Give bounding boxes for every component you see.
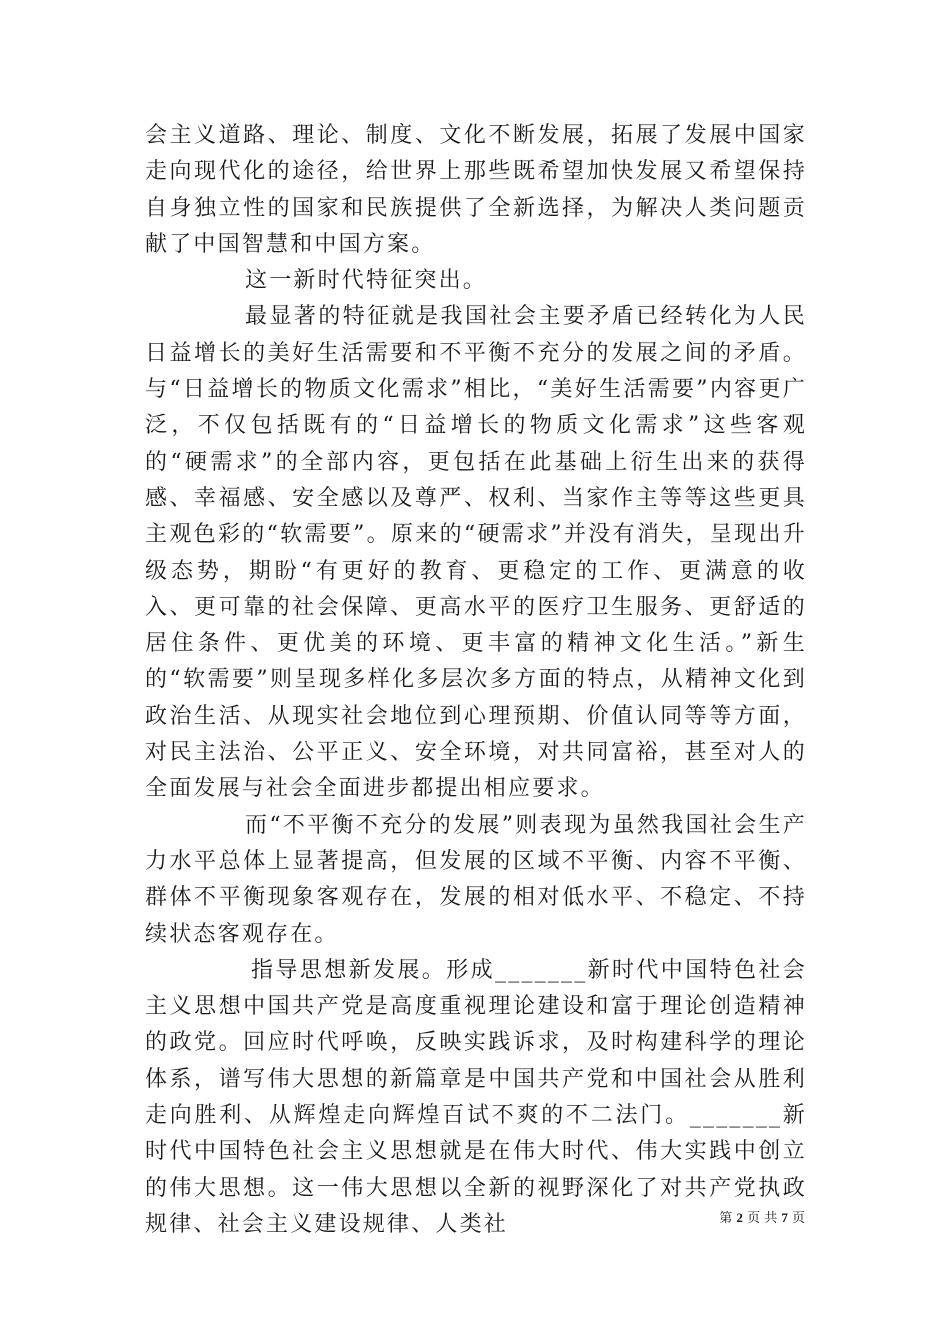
paragraph-4: 而“不平衡不充分的发展”则表现为虽然我国社会生产力水平总体上显著提高，但发展的区域不平衡、内容不平衡、群体不平衡现象客观存在，发展的相对低水平、不稳定、不持续状态客观存在。	[145, 812, 807, 947]
current-page-number: 2	[736, 1210, 743, 1225]
footer-middle: 页 共	[747, 1211, 778, 1226]
footer-prefix: 第	[719, 1211, 733, 1226]
paragraph-3: 最显著的特征就是我国社会主要矛盾已经转化为人民日益增长的美好生活需要和不平衡不充分的发展之间的矛盾。与“日益增长的物质文化需求”相比，“美好生活需要”内容更广泛，不仅包括既有的“日益增长的物质文化需求”这些客观的“硬需求”的全部内容，更包括在此基础上衍生出来的获得感、幸福感、安全感以及尊严、权利、当家作主等等这些更具主观色彩的“软需要”。原来的“硬需求”并没有消失，呈现出升级态势，期盼“有更好的教育、更稳定的工作、更满意的收入、更可靠的社会保障、更高水平的医疗卫生服务、更舒适的居住条件、更优美的环境、更丰富的精神文化生活。”新生的“软需要”则呈现多样化多层次多方面的特点，从精神文化到政治生活、从现实社会地位到心理预期、价值认同等等方面，对民主法治、公平正义、安全环境，对共同富裕，甚至对人的全面发展与社会全面进步都提出相应要求。	[145, 304, 807, 802]
page-footer	[0, 1207, 805, 1226]
paragraph-5: 指导思想新发展。形成_______新时代中国特色社会主义思想中国共产党是高度重视理论建设和富于理论创造精神的政党。回应时代呼唤，反映实践诉求，及时构建科学的理论体系，谱写伟大思想的新篇章是中国共产党和中国社会从胜利走向胜利、从辉煌走向辉煌百试不爽的不二法门。_______新时代中国特色社会主义思想就是在伟大时代、伟大实践中创立的伟大思想。这一伟大思想以全新的视野深化了对共产党执政规律、社会主义建设规律、人类社	[145, 957, 807, 1237]
paragraph-2: 这一新时代特征突出。	[245, 268, 488, 294]
footer-suffix: 页	[791, 1211, 805, 1226]
paragraph-1: 会主义道路、理论、制度、文化不断发展，拓展了发展中国家走向现代化的途径，给世界上那些既希望加快发展又希望保持自身独立性的国家和民族提供了全新选择，为解决人类问题贡献了中国智慧和中国方案。	[145, 123, 807, 257]
document-body	[145, 118, 807, 1243]
total-page-count: 7	[781, 1210, 788, 1225]
